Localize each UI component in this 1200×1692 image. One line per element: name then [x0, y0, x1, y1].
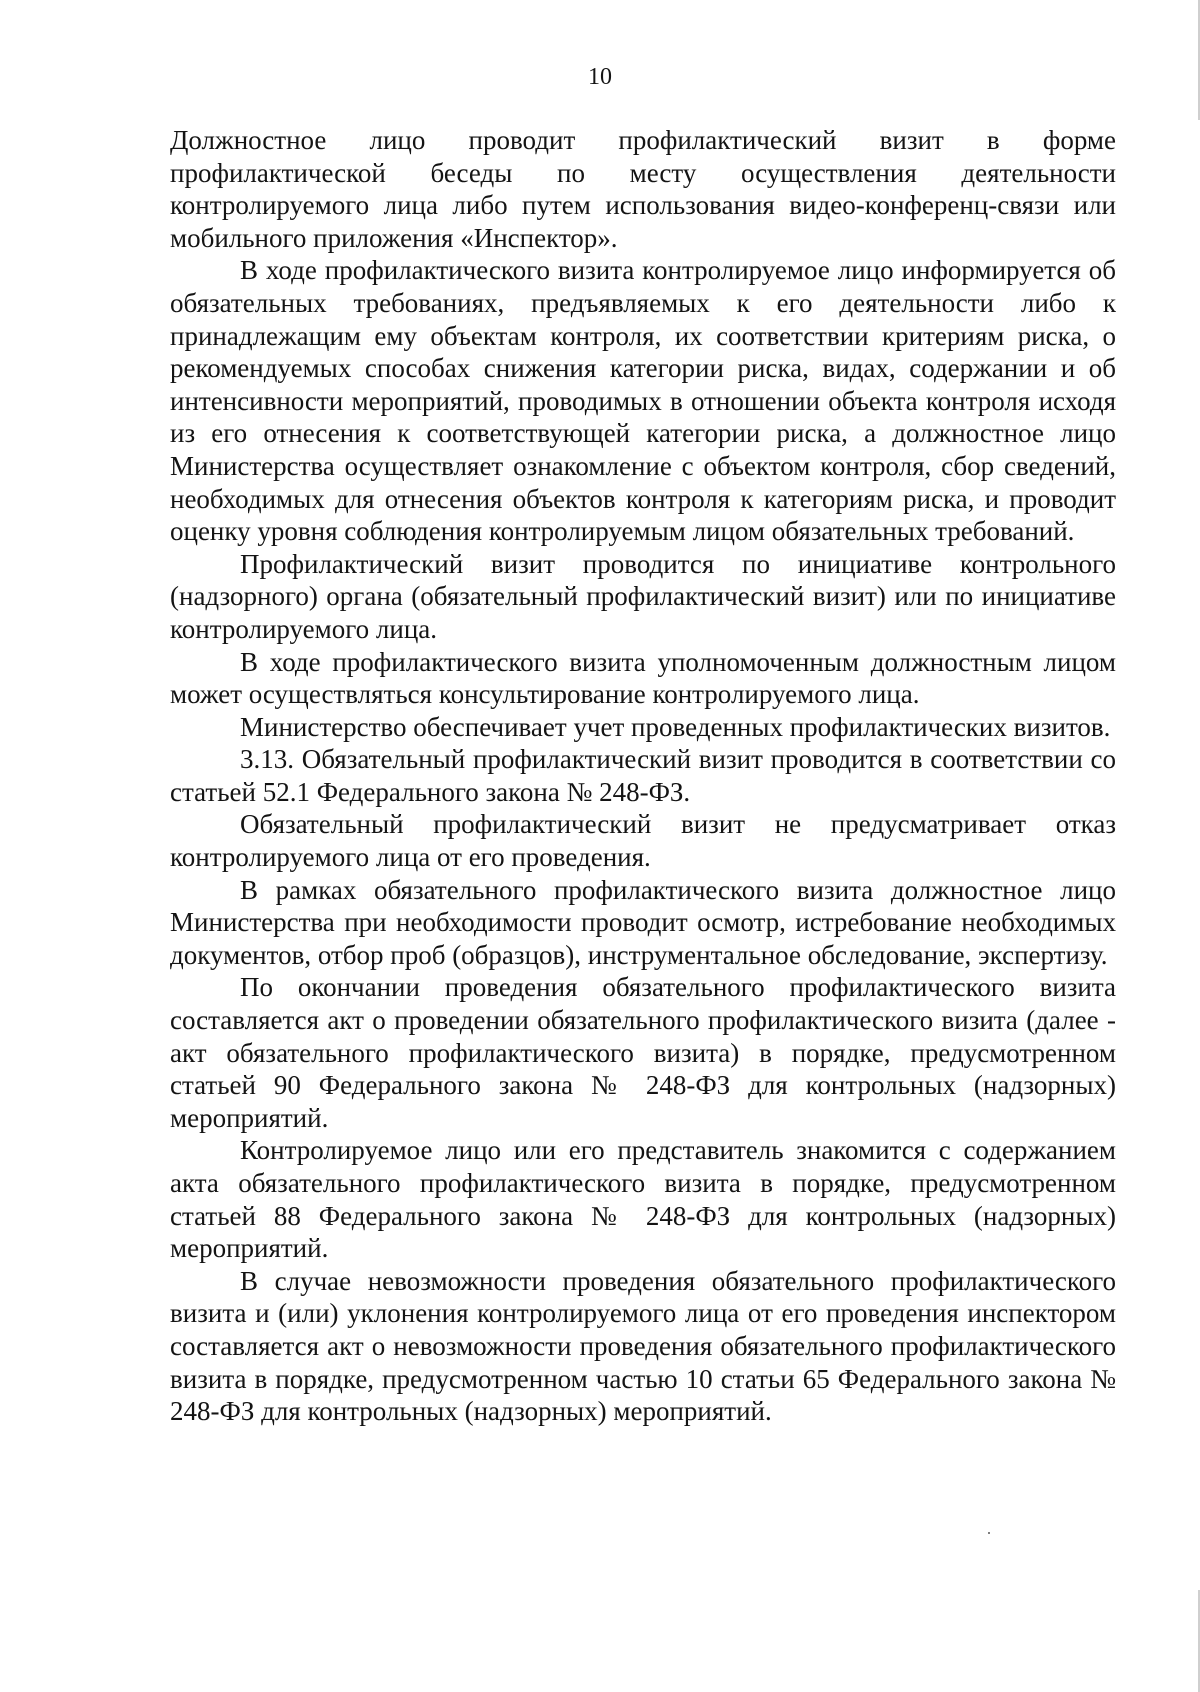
paragraph-visit-form: Должностное лицо проводит профилактический визит в форме профилактической беседы по месту осуществления деятельности контролируемого лица либо путем использования видео-конференц-связи или мобильного приложения «Инспектор». — [170, 125, 1116, 253]
paragraph-mandatory-visit-actions: В рамках обязательного профилактического визита должностное лицо Министерства при необходимости проводит осмотр, истребование необходимых документов, отбор проб (образцов), инструментальное обследование, экспертизу. — [170, 874, 1116, 970]
paragraph-no-refusal: Обязательный профилактический визит не предусматривает отказ контролируемого лица от его проведения. — [170, 809, 1116, 873]
paragraph-act-familiarization: Контролируемое лицо или его представитель знакомится с содержанием акта обязательного профилактического визита в порядке, предусмотренном статьей 88 Федерального закона № 248-ФЗ для контрольных (надзорных) мероприятий. — [170, 1135, 1116, 1264]
document-body — [170, 124, 1116, 1428]
paragraph-visit-consulting: В ходе профилактического визита уполномоченным должностным лицом может осуществляться консультирование контролируемого лица. — [170, 646, 1116, 710]
paragraph-section-3-13: 3.13. Обязательный профилактический визит проводится в соответствии со статьей 52.1 Федерального закона № 248-ФЗ. — [170, 744, 1116, 807]
paragraph-visit-information: В ходе профилактического визита контролируемое лицо информируется об обязательных требованиях, предъявляемых к его деятельности либо к принадлежащим ему объектам контроля, их соответствии критериям риска, о рекомендуемых способах снижения категории риска, видах, содержании и об интенсивности мероприятий, проводимых в отношении объекта контроля исходя из его отнесения к соответствующей категории риска, а должностное лицо Министерства осуществляет ознакомление с объектом контроля, сбор сведений, необходимых для отнесения объектов контроля к категориям риска, и проводит оценку уровня соблюдения контролируемым лицом обязательных требований. — [170, 255, 1116, 547]
paragraph-visit-accounting: Министерство обеспечивает учет проведенных профилактических визитов. — [240, 711, 1111, 742]
page-number: 10 — [588, 64, 612, 90]
paragraph-visit-initiative: Профилактический визит проводится по инициативе контрольного (надзорного) органа (обязательный профилактический визит) или по инициативе контролируемого лица. — [170, 548, 1116, 644]
scan-speck — [988, 1532, 990, 1534]
paragraph-visit-act: По окончании проведения обязательного профилактического визита составляется акт о проведении обязательного профилактического визита (далее - акт обязательного профилактического визита) в порядке, предусмотренном статьей 90 Федерального закона № 248-ФЗ для контрольных (надзорных) мероприятий. — [170, 972, 1116, 1133]
paragraph-impossibility-act: В случае невозможности проведения обязательного профилактического визита и (или) уклонения контролируемого лица от его проведения инспектором составляется акт о невозможности проведения обязательного профилактического визита в порядке, предусмотренном частью 10 статьи 65 Федерального закона № 248-ФЗ для контрольных (надзорных) мероприятий. — [170, 1265, 1116, 1427]
